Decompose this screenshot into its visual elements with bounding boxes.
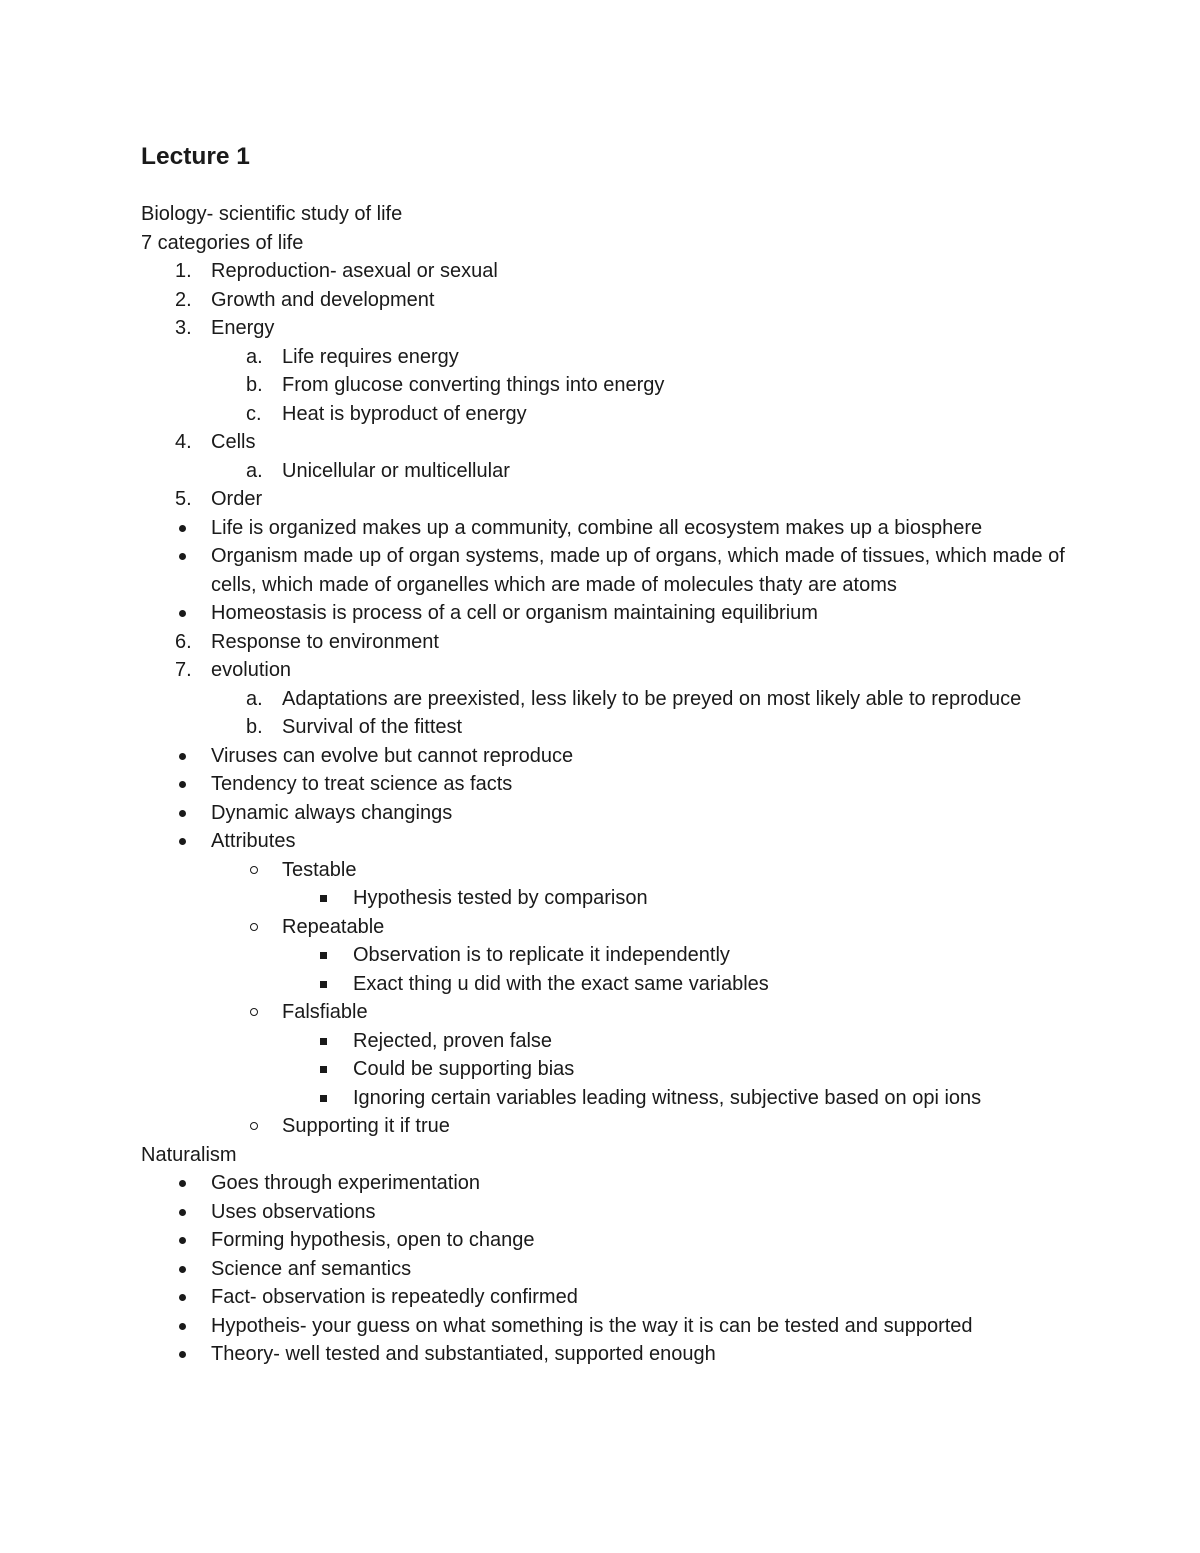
page-title: Lecture 1 bbox=[141, 143, 250, 170]
list-item bbox=[141, 799, 1101, 828]
paragraph-line bbox=[141, 229, 1101, 258]
line-text: Fact- observation is repeatedly confirmed bbox=[211, 1286, 578, 1308]
disc-bullet-icon bbox=[179, 1237, 186, 1244]
line-text: From glucose converting things into energy bbox=[282, 374, 665, 396]
list-item bbox=[141, 485, 1101, 514]
line-text: 7 categories of life bbox=[141, 231, 304, 254]
line-text: Forming hypothesis, open to change bbox=[211, 1229, 535, 1251]
list-item bbox=[141, 514, 1101, 543]
list-item bbox=[141, 1283, 1101, 1312]
line-text: Heat is byproduct of energy bbox=[282, 402, 527, 425]
list-item bbox=[141, 1055, 1101, 1084]
line-text: Goes through experimentation bbox=[211, 1172, 481, 1194]
line-text: Survival of the fittest bbox=[282, 716, 463, 738]
disc-bullet-icon bbox=[179, 553, 186, 560]
list-marker: a. bbox=[246, 687, 263, 710]
list-item bbox=[141, 542, 1101, 599]
disc-bullet-icon bbox=[179, 1351, 186, 1358]
list-item bbox=[141, 428, 1101, 457]
line-text: Reproduction- asexual or sexual bbox=[211, 260, 498, 282]
list-item bbox=[141, 1255, 1101, 1284]
line-text: Cells bbox=[211, 431, 256, 453]
list-item bbox=[141, 998, 1101, 1027]
line-text: Organism made up of organ systems, made up of organs, which made of tissues, which made of cells, which made of organelles which are made of molecules thaty are atoms bbox=[211, 545, 1065, 596]
list-item bbox=[141, 1226, 1101, 1255]
line-text: Life is organized makes up a community, combine all ecosystem makes up a biosphere bbox=[211, 516, 983, 539]
square-bullet-icon bbox=[320, 1095, 327, 1102]
list-item bbox=[141, 314, 1101, 343]
line-text: Homeostasis is process of a cell or organism maintaining equilibrium bbox=[211, 602, 818, 624]
list-marker: 5. bbox=[175, 488, 192, 510]
square-bullet-icon bbox=[320, 1038, 327, 1045]
line-text: Energy bbox=[211, 317, 275, 339]
line-text: Science anf semantics bbox=[211, 1257, 412, 1280]
list-item bbox=[141, 628, 1101, 657]
list-item bbox=[141, 770, 1101, 799]
square-bullet-icon bbox=[320, 895, 327, 902]
list-item bbox=[141, 400, 1101, 429]
list-marker: b. bbox=[246, 716, 263, 738]
list-marker: b. bbox=[246, 374, 263, 396]
line-text: Order bbox=[211, 488, 263, 510]
square-bullet-icon bbox=[320, 1066, 327, 1073]
list-item bbox=[141, 1084, 1101, 1113]
list-marker: 1. bbox=[175, 260, 192, 282]
square-bullet-icon bbox=[320, 952, 327, 959]
list-item bbox=[141, 286, 1101, 315]
square-bullet-icon bbox=[320, 981, 327, 988]
line-text: Dynamic always changings bbox=[211, 801, 453, 824]
list-item bbox=[141, 884, 1101, 913]
list-item bbox=[141, 1027, 1101, 1056]
list-item bbox=[141, 713, 1101, 742]
line-text: Repeatable bbox=[282, 915, 385, 938]
list-marker: a. bbox=[246, 345, 263, 368]
circle-bullet-icon bbox=[250, 1008, 258, 1016]
circle-bullet-icon bbox=[250, 866, 258, 874]
line-text: evolution bbox=[211, 659, 292, 681]
line-text: Viruses can evolve but cannot reproduce bbox=[211, 744, 574, 767]
list-marker: a. bbox=[246, 459, 263, 482]
list-item bbox=[141, 827, 1101, 856]
list-marker: 2. bbox=[175, 288, 192, 311]
list-marker: 6. bbox=[175, 630, 192, 653]
circle-bullet-icon bbox=[250, 1122, 258, 1130]
line-text: Supporting it if true bbox=[282, 1115, 450, 1137]
line-text: Observation is to replicate it independently bbox=[353, 944, 730, 966]
list-marker: 7. bbox=[175, 659, 192, 681]
line-text: Hypothesis tested by comparison bbox=[353, 887, 648, 909]
line-text: Ignoring certain variables leading witness, subjective based on opi ions bbox=[353, 1086, 982, 1109]
list-item bbox=[141, 1312, 1101, 1341]
list-item bbox=[141, 457, 1101, 486]
disc-bullet-icon bbox=[179, 610, 186, 617]
list-item bbox=[141, 742, 1101, 771]
paragraph-line bbox=[141, 200, 1101, 229]
line-text: Biology- scientific study of life bbox=[141, 203, 403, 225]
disc-bullet-icon bbox=[179, 781, 186, 788]
notes-list bbox=[141, 200, 1101, 1369]
list-item bbox=[141, 685, 1101, 714]
line-text: Response to environment bbox=[211, 630, 439, 653]
disc-bullet-icon bbox=[179, 753, 186, 760]
line-text: Could be supporting bias bbox=[353, 1058, 575, 1080]
list-item bbox=[141, 343, 1101, 372]
line-text: Growth and development bbox=[211, 288, 435, 311]
document-page bbox=[141, 140, 1101, 1369]
list-item bbox=[141, 371, 1101, 400]
paragraph-line bbox=[141, 1141, 1101, 1170]
list-item bbox=[141, 257, 1101, 286]
disc-bullet-icon bbox=[179, 1180, 186, 1187]
disc-bullet-icon bbox=[179, 1294, 186, 1301]
list-marker: c. bbox=[246, 402, 262, 425]
line-text: Testable bbox=[282, 858, 357, 881]
list-item bbox=[141, 599, 1101, 628]
line-text: Rejected, proven false bbox=[353, 1029, 553, 1052]
line-text: Unicellular or multicellular bbox=[282, 459, 510, 482]
line-text: Attributes bbox=[211, 830, 296, 852]
line-text: Falsfiable bbox=[282, 1001, 368, 1023]
list-item bbox=[141, 1340, 1101, 1369]
list-marker: 3. bbox=[175, 317, 192, 339]
line-text: Tendency to treat science as facts bbox=[211, 773, 513, 795]
line-text: Hypotheis- your guess on what something is the way it is can be tested and supported bbox=[211, 1314, 973, 1337]
circle-bullet-icon bbox=[250, 923, 258, 931]
disc-bullet-icon bbox=[179, 1209, 186, 1216]
disc-bullet-icon bbox=[179, 838, 186, 845]
list-item bbox=[141, 941, 1101, 970]
disc-bullet-icon bbox=[179, 1266, 186, 1273]
list-item bbox=[141, 1112, 1101, 1141]
line-text: Theory- well tested and substantiated, supported enough bbox=[211, 1343, 716, 1365]
disc-bullet-icon bbox=[179, 525, 186, 532]
list-item bbox=[141, 1169, 1101, 1198]
line-text: Naturalism bbox=[141, 1143, 237, 1166]
line-text: Life requires energy bbox=[282, 345, 459, 368]
disc-bullet-icon bbox=[179, 810, 186, 817]
list-marker: 4. bbox=[175, 431, 192, 453]
list-item bbox=[141, 1198, 1101, 1227]
list-item bbox=[141, 656, 1101, 685]
list-item bbox=[141, 856, 1101, 885]
line-text: Exact thing u did with the exact same variables bbox=[353, 972, 769, 995]
disc-bullet-icon bbox=[179, 1323, 186, 1330]
list-item bbox=[141, 970, 1101, 999]
line-text: Uses observations bbox=[211, 1200, 376, 1223]
line-text: Adaptations are preexisted, less likely to be preyed on most likely able to reproduce bbox=[282, 687, 1022, 710]
list-item bbox=[141, 913, 1101, 942]
